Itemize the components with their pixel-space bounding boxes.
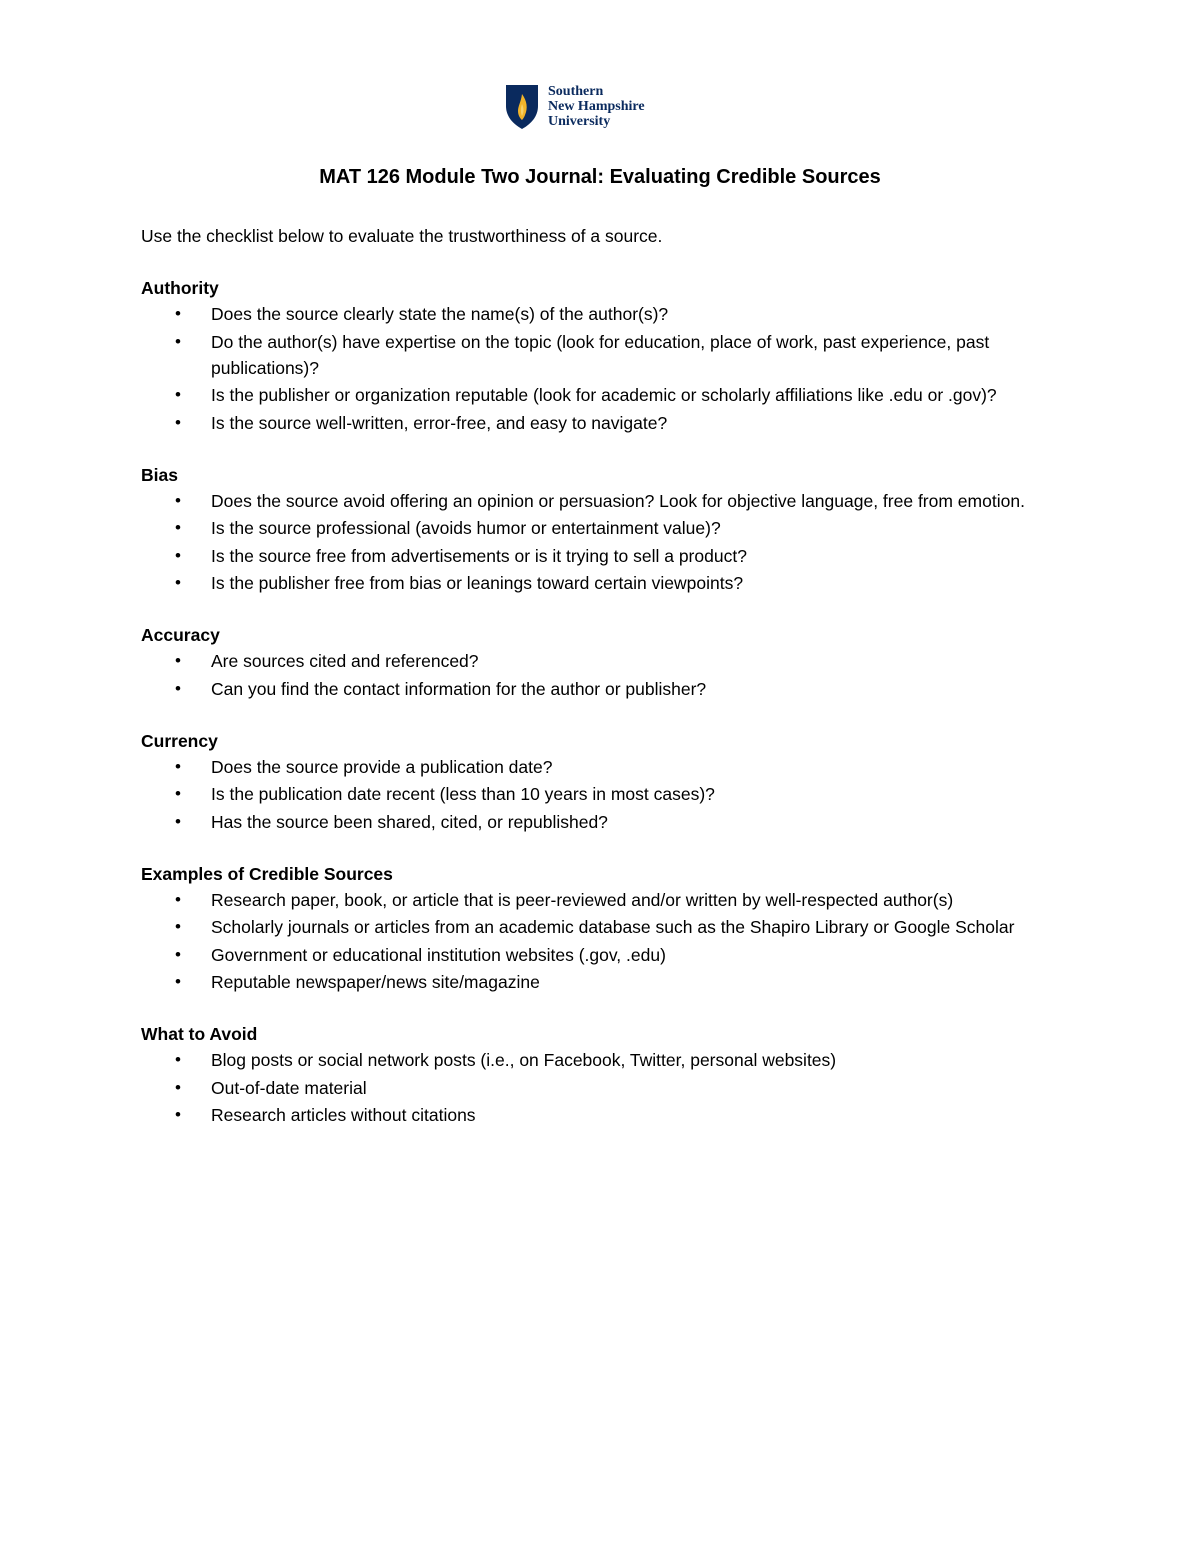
- bullet-icon: •: [175, 573, 181, 592]
- checklist-item: [141, 914, 1071, 940]
- checklist-item: [141, 515, 1071, 541]
- bullet-icon: •: [175, 678, 181, 698]
- checklist-item-text: Is the publisher free from bias or leanings toward certain viewpoints?: [211, 573, 744, 593]
- checklist-item: [141, 969, 1071, 995]
- checklist: [141, 754, 1071, 835]
- checklist-item: [141, 382, 1071, 408]
- logo-line-3: University: [548, 114, 611, 129]
- bullet-icon: •: [175, 1050, 181, 1069]
- checklist-item-text: Does the source avoid offering an opinion or persuasion? Look for objective language, free from emotion.: [211, 490, 1025, 511]
- section-bias: [141, 462, 1071, 597]
- checklist-item: [141, 488, 1071, 514]
- checklist-item-text: Does the source clearly state the name(s) of the author(s)?: [211, 304, 669, 324]
- checklist-item: [141, 1047, 1071, 1073]
- bullet-icon: •: [175, 756, 181, 776]
- checklist-item-text: Is the source free from advertisements or is it trying to sell a product?: [211, 545, 747, 566]
- checklist-item-text: Reputable newspaper/news site/magazine: [211, 972, 540, 992]
- section-heading: What to Avoid: [141, 1024, 258, 1044]
- checklist-item-text: Scholarly journals or articles from an academic database such as the Shapiro Library or Google Scholar: [211, 917, 1015, 937]
- section-heading: Examples of Credible Sources: [141, 863, 393, 884]
- section-examples-of-credible-sources: [141, 861, 1071, 996]
- checklist-item-text: Government or educational institution websites (.gov, .edu): [211, 944, 666, 965]
- checklist-item-text: Is the source well-written, error-free, and easy to navigate?: [211, 412, 668, 433]
- checklist-item: [141, 1075, 1071, 1101]
- bullet-icon: •: [175, 385, 181, 404]
- bullet-icon: •: [175, 651, 181, 670]
- checklist-item: [141, 570, 1071, 596]
- bullet-icon: •: [175, 304, 181, 323]
- logo-wordmark: [548, 84, 645, 129]
- checklist-item-text: Can you find the contact information for the author or publisher?: [211, 678, 707, 699]
- checklist-item-text: Research paper, book, or article that is peer-reviewed and/or written by well-respected author(s): [211, 889, 954, 910]
- checklist: [141, 301, 1071, 436]
- checklist-item: [141, 329, 1071, 381]
- checklist-item-text: Out-of-date material: [211, 1077, 367, 1098]
- section-heading: Bias: [141, 464, 178, 485]
- bullet-icon: •: [175, 917, 181, 936]
- bullet-icon: •: [175, 1105, 181, 1124]
- checklist: [141, 488, 1071, 597]
- checklist-item: [141, 887, 1071, 913]
- bullet-icon: •: [175, 889, 181, 909]
- section-heading: Accuracy: [141, 625, 220, 645]
- checklist-item: [141, 754, 1071, 780]
- checklist-item: [141, 809, 1071, 835]
- bullet-icon: •: [175, 1077, 181, 1097]
- document-title: MAT 126 Module Two Journal: Evaluating Credible Sources: [319, 166, 881, 188]
- bullet-icon: •: [175, 490, 181, 510]
- section-what-to-avoid: [141, 1021, 1071, 1128]
- checklist-item-text: Are sources cited and referenced?: [211, 651, 479, 671]
- checklist-item-text: Research articles without citations: [211, 1105, 476, 1125]
- bullet-icon: •: [175, 811, 181, 831]
- bullet-icon: •: [175, 944, 181, 964]
- section-currency: [141, 728, 1071, 835]
- university-shield-logo: [505, 84, 539, 130]
- checklist-item: [141, 410, 1071, 436]
- logo-line-1: Southern: [548, 84, 604, 99]
- checklist-item-text: Does the source provide a publication date?: [211, 756, 553, 777]
- checklist-item-text: Is the publication date recent (less than 10 years in most cases)?: [211, 784, 715, 804]
- checklist-item: [141, 301, 1071, 327]
- checklist-item-text: Blog posts or social network posts (i.e., on Facebook, Twitter, personal websites): [211, 1050, 837, 1070]
- bullet-icon: •: [175, 412, 181, 432]
- checklist-item-text: Is the publisher or organization reputable (look for academic or scholarly affiliations like .edu or .gov)?: [211, 385, 997, 405]
- checklist-item: [141, 942, 1071, 968]
- checklist-item: [141, 781, 1071, 807]
- checklist-item: [141, 648, 1071, 674]
- checklist-item: [141, 543, 1071, 569]
- checklist-item-text: Is the source professional (avoids humor or entertainment value)?: [211, 518, 721, 538]
- checklist: [141, 648, 1071, 702]
- section-heading: Currency: [141, 730, 218, 751]
- checklist-sections: [141, 275, 1071, 1154]
- checklist-item-text: Has the source been shared, cited, or republished?: [211, 811, 608, 832]
- checklist: [141, 1047, 1071, 1128]
- bullet-icon: •: [175, 972, 181, 991]
- section-heading: Authority: [141, 278, 219, 298]
- section-authority: [141, 275, 1071, 436]
- checklist-item: [141, 676, 1071, 702]
- snhu-logo: [505, 84, 645, 132]
- intro-text: Use the checklist below to evaluate the trustworthiness of a source.: [141, 226, 663, 246]
- bullet-icon: •: [175, 518, 181, 537]
- checklist-item-text: Do the author(s) have expertise on the topic (look for education, place of work, past experience, past publications)?: [211, 331, 990, 378]
- section-accuracy: [141, 622, 1071, 702]
- checklist: [141, 887, 1071, 996]
- bullet-icon: •: [175, 331, 181, 351]
- checklist-item: [141, 1102, 1071, 1128]
- logo-line-2: New Hampshire: [548, 99, 645, 114]
- bullet-icon: •: [175, 784, 181, 803]
- bullet-icon: •: [175, 545, 181, 565]
